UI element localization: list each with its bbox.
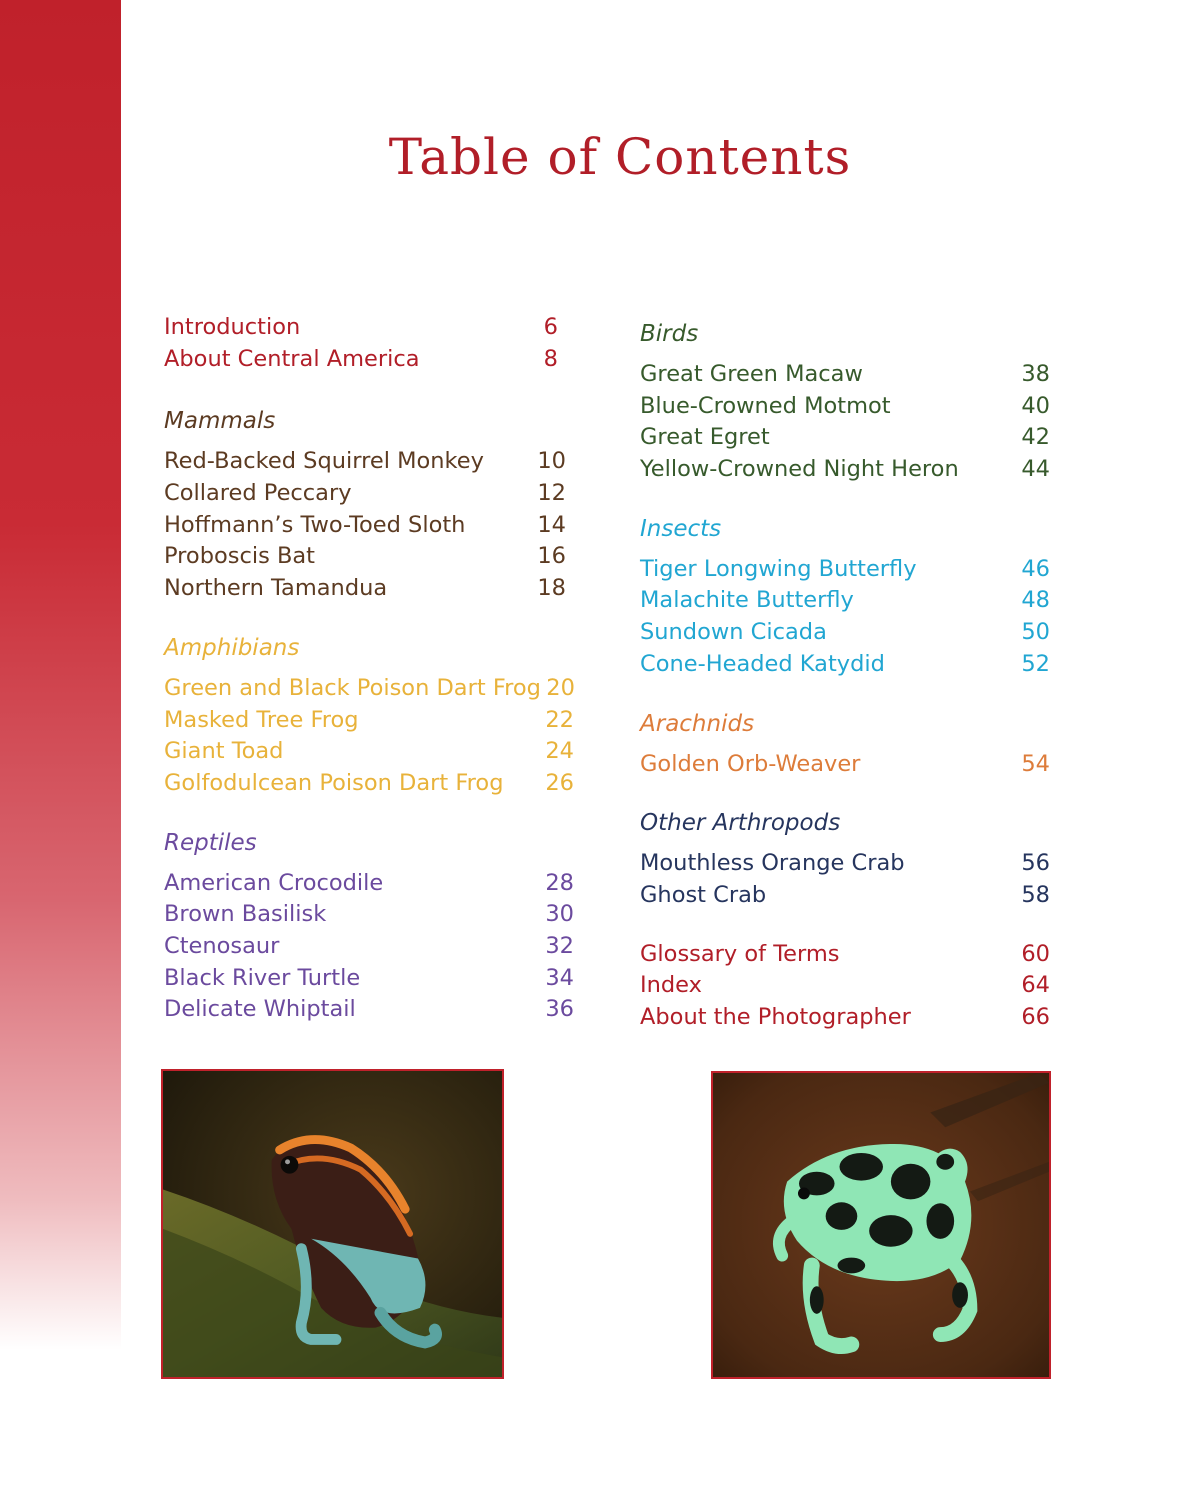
toc-entry-page: 52 [1021,650,1050,677]
toc-entry[interactable] [640,554,1050,586]
toc-entry-page: 12 [537,480,566,507]
toc-entry[interactable] [164,868,574,900]
section-heading-insects: Insects [640,515,722,542]
toc-entry-label: American Crocodile [164,869,384,896]
front-matter-section [164,312,574,375]
toc-entry[interactable] [164,899,574,931]
toc-entry[interactable] [164,541,574,573]
toc-entry-page: 30 [545,901,574,928]
toc-entry[interactable] [164,573,574,605]
toc-entry[interactable] [640,848,1050,880]
amphibians-section [164,632,574,800]
birds-section [640,318,1050,486]
toc-entry-index[interactable] [640,970,1050,1002]
toc-entry[interactable] [640,391,1050,423]
toc-entry-label: Introduction [164,314,301,340]
back-matter-section [640,939,1050,1034]
toc-entry-label: Green and Black Poison Dart Frog [164,674,541,701]
toc-entry[interactable] [640,649,1050,681]
toc-entry-page: 46 [1021,555,1050,582]
toc-entry[interactable] [164,736,574,768]
toc-entry-label: Black River Turtle [164,964,361,991]
toc-entry-page: 16 [537,543,566,570]
toc-entry-label: About the Photographer [640,1003,911,1030]
toc-entry-label: Blue-Crowned Motmot [640,392,891,419]
toc-entry-label: Golfodulcean Poison Dart Frog [164,769,504,796]
photo-golfodulcean-frog [161,1069,504,1379]
insects-section [640,513,1050,681]
toc-entry-label: Brown Basilisk [164,901,327,928]
section-heading-birds: Birds [640,321,699,347]
toc-entry-page: 38 [1021,361,1050,387]
toc-entry-label: Malachite Butterfly [640,587,854,614]
arachnids-section [640,708,1050,781]
toc-entry-label: Ctenosaur [164,932,280,959]
toc-entry[interactable] [164,768,574,800]
toc-entry-page: 32 [545,932,574,959]
toc-entry[interactable] [164,963,574,995]
toc-entry-page: 36 [545,996,574,1023]
toc-entry-glossary[interactable] [640,939,1050,971]
toc-entry-label: Great Egret [640,424,770,451]
toc-entry-label: Tiger Longwing Butterfly [640,555,917,582]
toc-entry-label: Delicate Whiptail [164,996,356,1023]
toc-entry-label: About Central America [164,345,420,372]
toc-entry[interactable] [640,454,1050,486]
toc-entry[interactable] [640,880,1050,912]
toc-entry-page: 14 [537,511,566,538]
toc-entry[interactable] [640,422,1050,454]
toc-entry-label: Masked Tree Frog [164,706,359,733]
toc-entry-page: 44 [1021,456,1050,483]
toc-entry[interactable] [164,673,574,705]
toc-entry[interactable] [164,478,574,510]
toc-entry-about-central-america[interactable] [164,344,574,376]
toc-entry-page: 60 [1021,940,1050,967]
toc-entry-label: Yellow-Crowned Night Heron [640,456,959,483]
toc-entry-label: Golden Orb-Weaver [640,750,861,777]
toc-entry-page: 20 [546,674,575,701]
toc-entry[interactable] [640,617,1050,649]
toc-entry-label: Giant Toad [164,738,284,765]
section-heading-arachnids: Arachnids [640,710,755,737]
toc-entry-page: 50 [1021,619,1050,646]
section-heading-mammals: Mammals [164,408,276,435]
mammals-section [164,405,574,604]
other-arthropods-section [640,807,1050,911]
toc-entry-page: 42 [1021,424,1050,451]
toc-entry-label: Sundown Cicada [640,619,827,646]
toc-entry-page: 8 [543,345,558,372]
toc-entry[interactable] [640,749,1050,781]
toc-entry-introduction[interactable] [164,312,574,344]
toc-entry-label: Hoffmann’s Two-Toed Sloth [164,511,466,538]
toc-entry[interactable] [640,585,1050,617]
toc-entry-label: Proboscis Bat [164,543,316,570]
toc-entry-page: 48 [1021,587,1050,614]
toc-entry-page: 18 [537,575,566,602]
frog-photo-illustration [163,1071,502,1377]
toc-entry-page: 22 [545,706,574,733]
toc-entry[interactable] [640,359,1050,391]
page-title: Table of Contents [388,128,852,186]
toc-entry-label: Mouthless Orange Crab [640,850,905,877]
section-heading-other-arthropods: Other Arthropods [640,810,841,837]
toc-entry[interactable] [164,510,574,542]
toc-entry-label: Great Green Macaw [640,361,863,387]
section-heading-amphibians: Amphibians [164,634,300,661]
toc-entry[interactable] [164,994,574,1026]
frog-photo-illustration [713,1073,1049,1377]
toc-right-column [640,318,1050,1034]
toc-entry-page: 6 [543,314,558,340]
toc-entry-page: 26 [545,769,574,796]
toc-entry-page: 40 [1021,392,1050,419]
toc-entry-about-photographer[interactable] [640,1002,1050,1034]
toc-left-column [164,312,574,1026]
toc-entry[interactable] [164,705,574,737]
toc-entry-label: Glossary of Terms [640,940,840,967]
toc-entry-label: Cone-Headed Katydid [640,650,885,677]
toc-entry-page: 34 [545,964,574,991]
photo-green-black-frog [711,1071,1051,1379]
toc-entry-page: 24 [545,738,574,765]
toc-entry-page: 64 [1021,972,1050,999]
toc-entry[interactable] [164,931,574,963]
toc-entry-page: 66 [1021,1003,1050,1030]
toc-entry-page: 54 [1021,750,1050,777]
toc-entry-page: 28 [545,869,574,896]
toc-entry-page: 56 [1021,850,1050,877]
toc-entry-label: Index [640,972,702,999]
toc-entry-label: Red-Backed Squirrel Monkey [164,448,484,475]
toc-entry[interactable] [164,446,574,478]
toc-entry-label: Ghost Crab [640,881,767,908]
toc-entry-label: Northern Tamandua [164,575,388,602]
toc-entry-page: 10 [537,448,566,475]
decorative-side-bar [0,0,121,1500]
reptiles-section [164,827,574,1026]
toc-entry-page: 58 [1021,881,1050,908]
section-heading-reptiles: Reptiles [164,829,257,856]
toc-entry-label: Collared Peccary [164,480,352,507]
